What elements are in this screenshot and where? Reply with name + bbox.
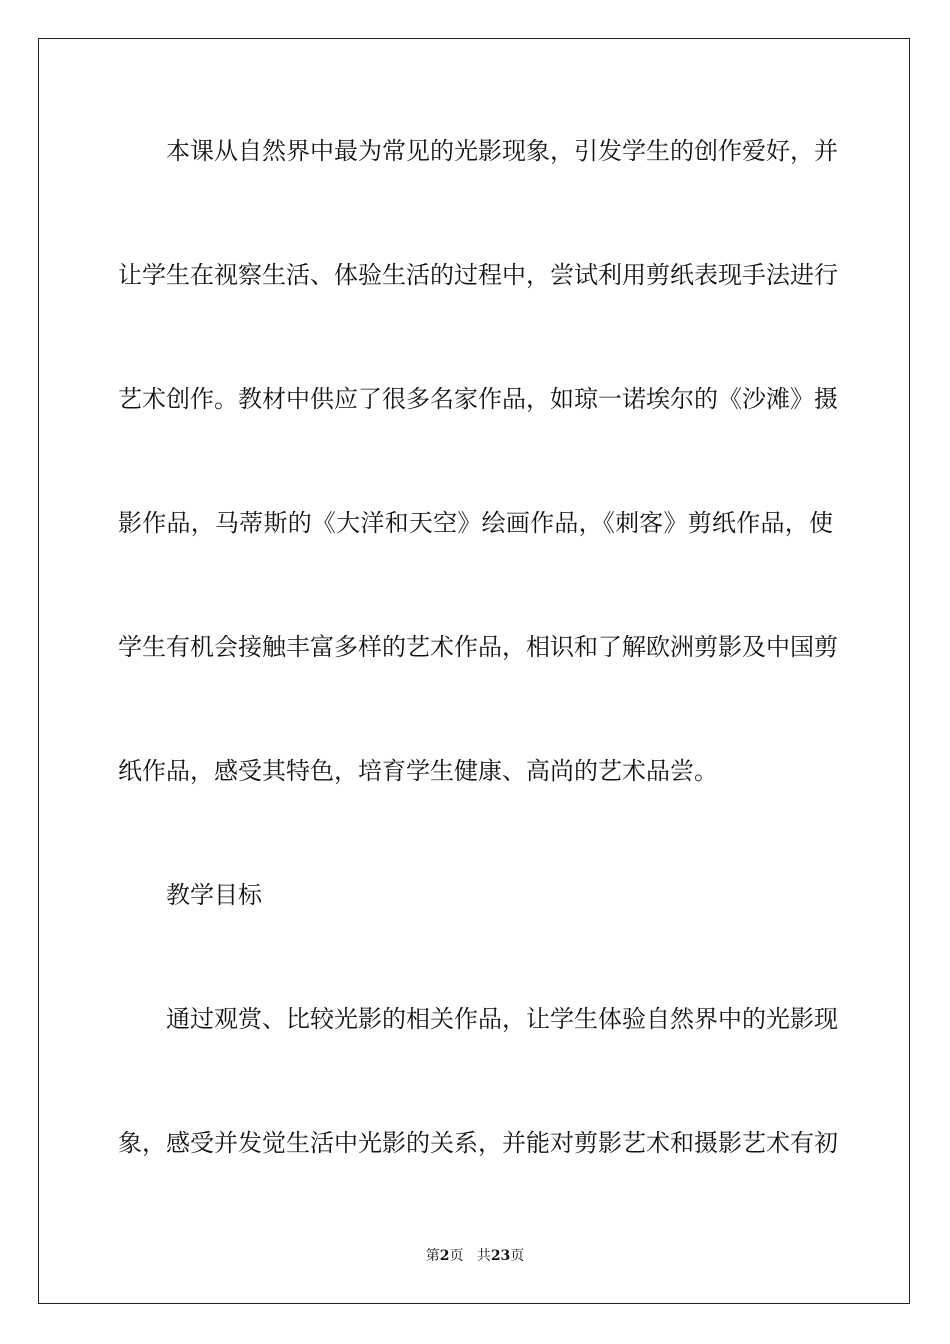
page-footer (0, 1245, 950, 1265)
page-frame (38, 38, 910, 1304)
paragraph-line: 通过观赏、比较光影的相关作品，让学生体验自然界中的光影现 (166, 1005, 838, 1033)
paragraph-line: 影作品，马蒂斯的《大洋和天空》绘画作品，《刺客》剪纸作品，使 (118, 509, 833, 537)
paragraph-line: 象，感受并发觉生活中光影的关系，并能对剪影艺术和摄影艺术有初 (118, 1129, 838, 1157)
paragraph-line: 艺术创作。教材中供应了很多名家作品，如琼一诺埃尔的《沙滩》摄 (118, 385, 838, 413)
paragraph-line: 让学生在视察生活、体验生活的过程中，尝试利用剪纸表现手法进行 (118, 261, 838, 289)
footer-total-suffix: 页 (510, 1248, 525, 1264)
footer-page-prefix: 第 (425, 1248, 440, 1264)
footer-total-pages: 23 (490, 1248, 511, 1264)
footer-page-number: 2 (439, 1248, 450, 1264)
paragraph-line: 本课从自然界中最为常见的光影现象，引发学生的创作爱好，并 (166, 137, 838, 165)
paragraph-line: 纸作品，感受其特色，培育学生健康、高尚的艺术品尝。 (118, 757, 718, 785)
section-heading: 教学目标 (166, 881, 262, 909)
footer-total-prefix: 共 (476, 1248, 491, 1264)
paragraph-line: 学生有机会接触丰富多样的艺术作品，相识和了解欧洲剪影及中国剪 (118, 633, 838, 661)
footer-page-suffix: 页 (449, 1248, 464, 1264)
